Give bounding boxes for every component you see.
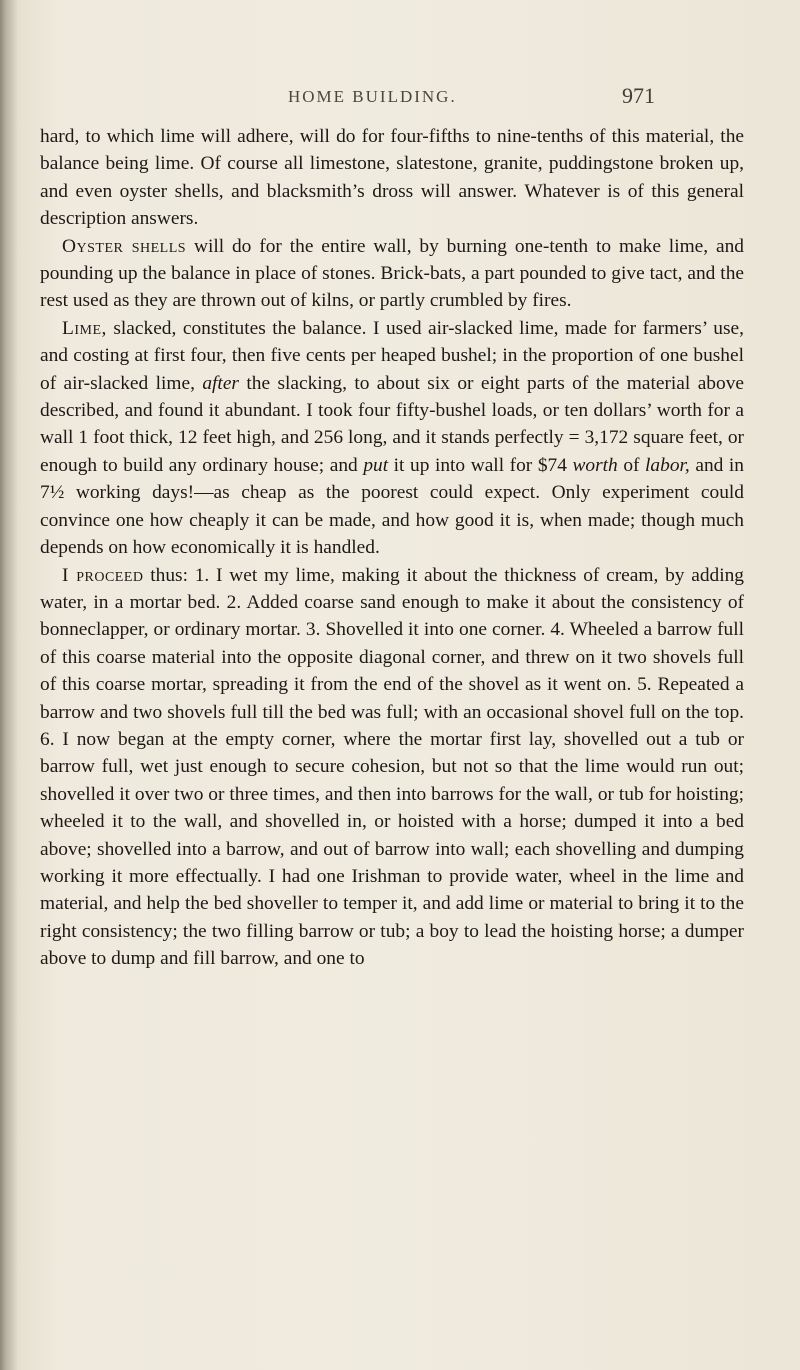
paragraph-text: and in 7½ working days!—as cheap as the poorest could expect. Only experiment could convince one how cheaply it can be made, and how good it is, when made; though much depends on how economically it is handled. (40, 454, 744, 559)
page-gutter-shadow (0, 0, 18, 1370)
paragraph-text: will do for the entire wall, by burning one-tenth to make lime, and pounding up the balance in place of stones. Brick-bats, a part pounded to give tact, and the rest used as they are thrown out of kilns, or partly crumbled by fires. (40, 235, 744, 312)
emphasis-labor: labor, (645, 454, 690, 476)
emphasis-worth: worth (572, 454, 618, 476)
paragraph-lime (40, 315, 744, 562)
paragraph-lead: Lime, (62, 317, 107, 339)
paragraph-text: slacked, constitutes the balance. I used air-slacked lime, made for farmers’ use, and costing at first four, then five cents per heaped bushel; in the proportion of one bushel of air-slacked lime, (40, 317, 744, 394)
paragraph-1-text: hard, to which lime will adhere, will do for four-fifths to nine-tenths of this material, the balance being lime. Of course all limestone, slatestone, granite, puddingstone broken up, and even oyster shells, and blacksmith’s dross will answer. Whatever is of this general description answers. (40, 126, 744, 230)
paragraph-lead: I proceed (62, 564, 144, 586)
page-header (0, 83, 800, 111)
paragraph-1 (40, 123, 744, 233)
page-number: 971 (622, 83, 655, 108)
emphasis-put: put (363, 454, 389, 476)
emphasis-after: after (202, 372, 239, 394)
paragraph-text: it up into wall for $74 (388, 454, 573, 476)
running-head: HOME BUILDING. (288, 87, 457, 106)
paragraph-text: thus: 1. I wet my lime, making it about the thickness of cream, by adding water, in a mortar bed. 2. Added coarse sand enough to make it about the consistency of bonneclapper, or ordinary mortar. 3. Shovelled it into one corner. 4. Wheeled a barrow full of this coarse material into the opposite diagonal corner, and threw on it two shovels full of this coarse mortar, spreading it from the end of the shovel as it went on. 5. Repeated a barrow and two shovels full till the bed was full; with an occasional shovel full on the top. 6. I now began at the empty corner, where the mortar first lay, shovelled out a tub or barrow full, wet just enough to secure cohesion, but not so that the lime would run out; shovelled it over two or three times, and then into barrows for the wall, or tub for hoisting; wheeled it to the wall, and shovelled in, or hoisted with a horse; dumped it into a bed above; shovelled into a barrow, and out of barrow into wall; each shovelling and dumping working it more effectually. I had one Irishman to provide water, wheel in the lime and material, and help the bed shoveller to temper it, and add lime or material to bring it to the right consistency; the two filling barrow or tub; a boy to lead the hoisting horse; a dumper above to dump and fill barrow, and one to (40, 564, 744, 970)
paragraph-text: of (617, 454, 646, 476)
paragraph-i-proceed (40, 562, 744, 973)
body-text (40, 123, 744, 973)
paragraph-oyster-shells (40, 233, 744, 315)
paragraph-lead: Oyster shells (62, 235, 187, 257)
paragraph-text: the slacking, to about six or eight parts of the material above described, and found it abundant. I took four fifty-bushel loads, or ten dollars’ worth for a wall 1 foot thick, 12 feet high, and 256 long, and it stands perfectly = 3,172 square feet, or enough to build any ordinary house; and (40, 372, 745, 476)
